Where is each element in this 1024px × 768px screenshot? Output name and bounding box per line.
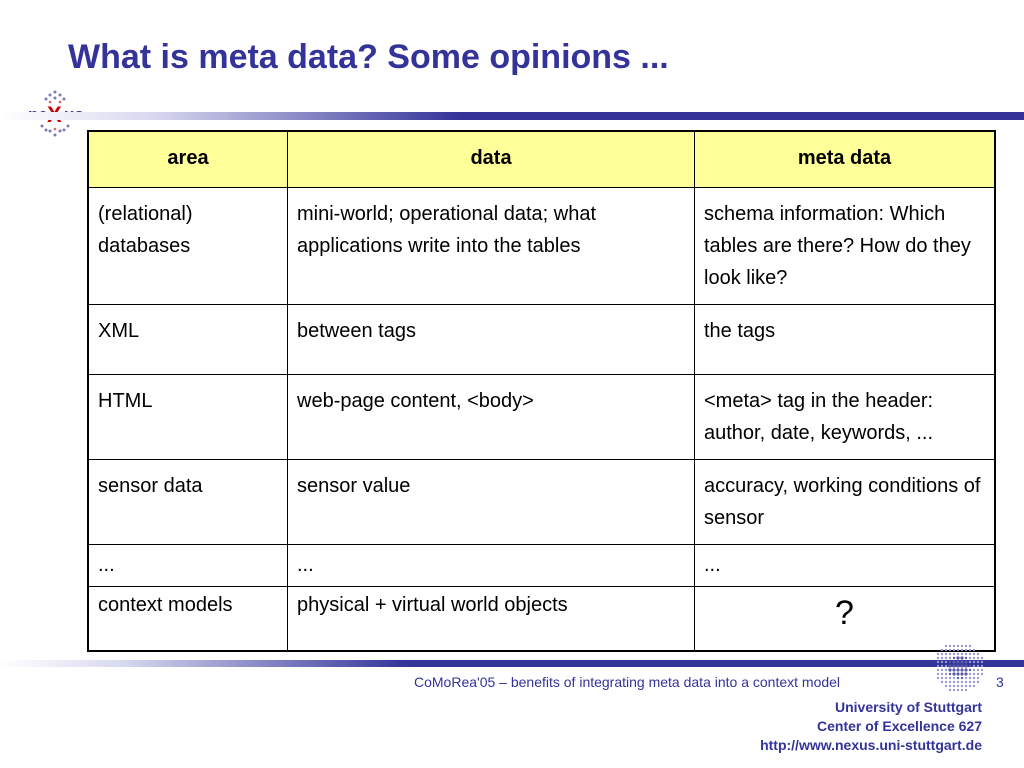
globe-dot bbox=[969, 653, 971, 655]
globe-dot bbox=[961, 685, 963, 687]
globe-dot bbox=[945, 673, 947, 675]
globe-dot bbox=[969, 677, 971, 679]
globe-dot bbox=[952, 660, 955, 663]
globe-dot bbox=[977, 669, 979, 671]
table-cell: physical + virtual world objects bbox=[288, 587, 695, 651]
globe-dot bbox=[953, 677, 955, 679]
globe-dot bbox=[981, 665, 983, 667]
globe-dot bbox=[977, 681, 979, 683]
globe-dot bbox=[953, 657, 955, 659]
question-mark-cell: ? bbox=[695, 587, 996, 651]
table-cell: ... bbox=[288, 545, 695, 587]
globe-dot bbox=[977, 673, 979, 675]
globe-dot bbox=[977, 665, 979, 667]
globe-dot bbox=[949, 681, 951, 683]
globe-dot bbox=[973, 657, 975, 659]
title-divider-bar bbox=[0, 112, 1024, 120]
globe-dot bbox=[937, 669, 939, 671]
globe-dot bbox=[961, 653, 963, 655]
table-cell: context models bbox=[88, 587, 288, 651]
globe-dot bbox=[941, 669, 943, 671]
table-cell: between tags bbox=[288, 305, 695, 375]
university-name: University of Stuttgart bbox=[834, 699, 982, 715]
globe-dot bbox=[973, 685, 975, 687]
globe-dot bbox=[945, 665, 947, 667]
globe-dot bbox=[960, 668, 963, 671]
globe-dot bbox=[965, 677, 967, 679]
globe-dot bbox=[941, 665, 943, 667]
globe-dot bbox=[945, 677, 947, 679]
globe-dot bbox=[956, 660, 959, 663]
globe-dot bbox=[960, 656, 963, 659]
table-cell: ... bbox=[88, 545, 288, 587]
globe-dot bbox=[957, 685, 959, 687]
globe-dot bbox=[965, 657, 967, 659]
globe-dot bbox=[960, 672, 963, 675]
globe-dot bbox=[952, 664, 955, 667]
globe-dot bbox=[969, 657, 971, 659]
table-cell: sensor data bbox=[88, 460, 288, 545]
globe-dot bbox=[965, 653, 967, 655]
globe-dot bbox=[969, 661, 971, 663]
globe-dot bbox=[941, 673, 943, 675]
globe-dot bbox=[965, 681, 967, 683]
organization-block bbox=[760, 698, 982, 755]
website-url: http://www.nexus.uni-stuttgart.de bbox=[760, 737, 982, 753]
globe-dot bbox=[953, 681, 955, 683]
globe-dot bbox=[957, 653, 959, 655]
table-row bbox=[88, 188, 995, 305]
globe-dot bbox=[965, 689, 967, 691]
globe-dot bbox=[949, 653, 951, 655]
table-row bbox=[88, 545, 995, 587]
globe-dot bbox=[969, 665, 971, 667]
globe-dot bbox=[957, 649, 959, 651]
globe-dot bbox=[957, 677, 959, 679]
globe-dot bbox=[948, 668, 951, 671]
globe-dot bbox=[945, 653, 947, 655]
globe-dot bbox=[937, 657, 939, 659]
globe-dot bbox=[945, 649, 947, 651]
globe-dot bbox=[965, 649, 967, 651]
globe-dot bbox=[960, 660, 963, 663]
globe-dot bbox=[969, 681, 971, 683]
footer-caption: CoMoRea'05 – benefits of integrating meta data into a context model bbox=[414, 674, 841, 690]
globe-dot bbox=[941, 653, 943, 655]
globe-dot bbox=[953, 689, 955, 691]
globe-dot bbox=[961, 681, 963, 683]
globe-dot bbox=[957, 645, 959, 647]
globe-dot bbox=[961, 677, 963, 679]
table-cell: sensor value bbox=[288, 460, 695, 545]
globe-dot bbox=[937, 653, 939, 655]
table-header-row bbox=[88, 131, 995, 188]
globe-dot bbox=[961, 645, 963, 647]
table-row bbox=[88, 460, 995, 545]
table-cell: ... bbox=[695, 545, 996, 587]
globe-dot bbox=[937, 673, 939, 675]
globe-dot bbox=[973, 649, 975, 651]
globe-dot bbox=[945, 661, 947, 663]
globe-dot bbox=[953, 685, 955, 687]
globe-dot bbox=[965, 685, 967, 687]
globe-dot bbox=[973, 673, 975, 675]
globe-dot bbox=[973, 661, 975, 663]
globe-dot bbox=[956, 668, 959, 671]
globe-dot bbox=[961, 649, 963, 651]
globe-dot bbox=[949, 645, 951, 647]
globe-dot bbox=[952, 672, 955, 675]
globe-dot bbox=[956, 672, 959, 675]
globe-dot bbox=[952, 668, 955, 671]
globe-dot bbox=[977, 657, 979, 659]
globe-dot bbox=[977, 677, 979, 679]
table-row bbox=[88, 375, 995, 460]
globe-dot bbox=[941, 661, 943, 663]
globe-dot bbox=[956, 656, 959, 659]
column-header-area: area bbox=[88, 131, 288, 188]
globe-dot bbox=[948, 664, 951, 667]
table-cell: HTML bbox=[88, 375, 288, 460]
footer-divider-bar bbox=[0, 660, 1024, 667]
globe-dot bbox=[945, 669, 947, 671]
globe-dot bbox=[953, 653, 955, 655]
globe-dot bbox=[945, 681, 947, 683]
globe-dot bbox=[941, 657, 943, 659]
globe-dot bbox=[949, 649, 951, 651]
globe-dot bbox=[945, 685, 947, 687]
table-cell: accuracy, working conditions of sensor bbox=[695, 460, 996, 545]
globe-dot bbox=[969, 649, 971, 651]
table-cell: mini-world; operational data; what applications write into the tables bbox=[288, 188, 695, 305]
globe-dot bbox=[957, 681, 959, 683]
globe-dot bbox=[981, 661, 983, 663]
globe-dot bbox=[977, 661, 979, 663]
globe-dot bbox=[949, 689, 951, 691]
globe-dot bbox=[957, 689, 959, 691]
globe-dot bbox=[973, 669, 975, 671]
globe-dot bbox=[937, 661, 939, 663]
table-cell: schema information: Which tables are there? How do they look like? bbox=[695, 188, 996, 305]
globe-dot bbox=[945, 645, 947, 647]
globe-dot bbox=[949, 657, 951, 659]
meta-data-table bbox=[87, 130, 996, 652]
globe-dot bbox=[964, 660, 967, 663]
globe-dot bbox=[941, 681, 943, 683]
globe-dot bbox=[981, 657, 983, 659]
globe-dot bbox=[981, 669, 983, 671]
globe-dot bbox=[964, 664, 967, 667]
slide-title: What is meta data? Some opinions ... bbox=[68, 38, 669, 76]
table-cell: the tags bbox=[695, 305, 996, 375]
globe-dot bbox=[953, 645, 955, 647]
globe-dot bbox=[969, 673, 971, 675]
page-number: 3 bbox=[996, 674, 1004, 690]
globe-dot bbox=[941, 649, 943, 651]
table-row bbox=[88, 305, 995, 375]
globe-dot bbox=[949, 661, 951, 663]
globe-dot bbox=[961, 689, 963, 691]
column-header-meta-data: meta data bbox=[695, 131, 996, 188]
table-cell: XML bbox=[88, 305, 288, 375]
globe-dot bbox=[953, 649, 955, 651]
globe-dot bbox=[973, 677, 975, 679]
dotted-globe-icon bbox=[932, 640, 986, 694]
globe-dot bbox=[949, 677, 951, 679]
globe-dot bbox=[981, 673, 983, 675]
globe-dot bbox=[937, 665, 939, 667]
globe-dot bbox=[969, 669, 971, 671]
globe-dot bbox=[964, 668, 967, 671]
globe-dot bbox=[973, 653, 975, 655]
globe-dot bbox=[949, 673, 951, 675]
table-cell: (relational) databases bbox=[88, 188, 288, 305]
globe-dot bbox=[969, 645, 971, 647]
globe-dot bbox=[941, 677, 943, 679]
table-cell: <meta> tag in the header: author, date, keywords, ... bbox=[695, 375, 996, 460]
globe-dot bbox=[977, 653, 979, 655]
center-name: Center of Excellence 627 bbox=[817, 718, 982, 734]
table-cell: web-page content, <body> bbox=[288, 375, 695, 460]
globe-dot bbox=[945, 657, 947, 659]
table-row bbox=[88, 587, 995, 651]
globe-dot bbox=[969, 685, 971, 687]
globe-dot bbox=[964, 672, 967, 675]
globe-dot bbox=[960, 664, 963, 667]
globe-dot bbox=[949, 685, 951, 687]
globe-dot bbox=[956, 664, 959, 667]
column-header-data: data bbox=[288, 131, 695, 188]
globe-dot bbox=[965, 645, 967, 647]
globe-dot bbox=[973, 665, 975, 667]
globe-dot bbox=[937, 677, 939, 679]
globe-dot bbox=[973, 681, 975, 683]
